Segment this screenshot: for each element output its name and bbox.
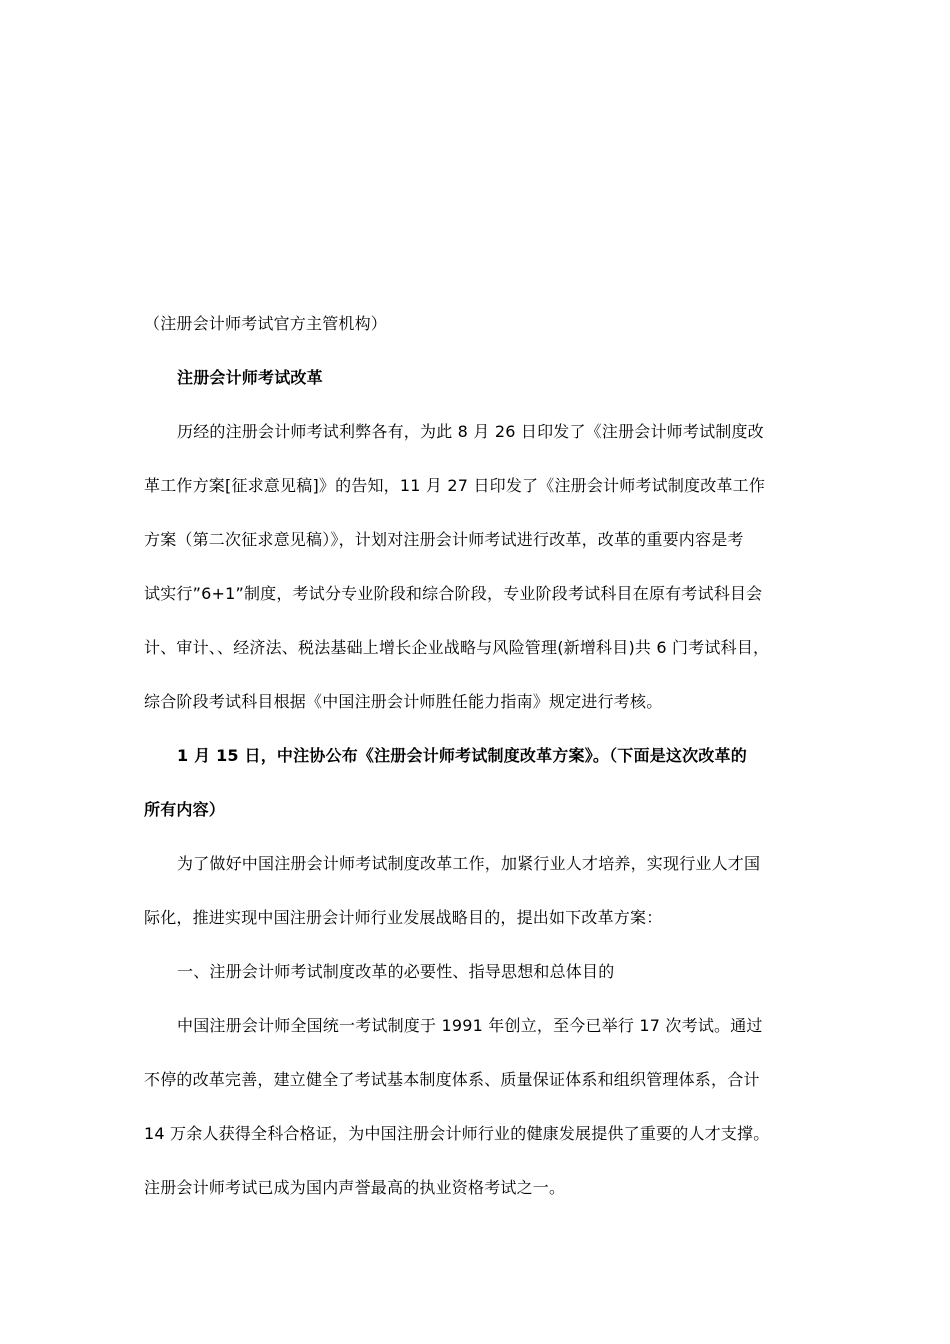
paragraph-line: 方案（第二次征求意见稿）》，计划对注册会计师考试进行改革，改革的重要内容是考 bbox=[144, 530, 744, 549]
paragraph-line: 历经的注册会计师考试利弊各有，为此 8 月 26 日印发了《注册会计师考试制度改 bbox=[177, 422, 764, 441]
section-heading: 注册会计师考试改革 bbox=[177, 368, 323, 387]
paragraph-line: 际化，推进实现中国注册会计师行业发展战略目的，提出如下改革方案： bbox=[144, 908, 663, 927]
paragraph-line: 为了做好中国注册会计师考试制度改革工作，加紧行业人才培养，实现行业人才国 bbox=[177, 854, 761, 873]
section-title: 一、注册会计师考试制度改革的必要性、指导思想和总体目的 bbox=[177, 962, 615, 981]
paragraph-line: 注册会计师考试已成为国内声誉最高的执业资格考试之一。 bbox=[144, 1178, 566, 1197]
paragraph-line: 中国注册会计师全国统一考试制度于 1991 年创立，至今已举行 17 次考试。通过 bbox=[177, 1016, 763, 1035]
org-note: （注册会计师考试官方主管机构） bbox=[144, 314, 388, 333]
paragraph-line: 试实行”6+1”制度，考试分专业阶段和综合阶段，专业阶段考试科目在原有考试科目会 bbox=[144, 584, 763, 603]
announcement-line: 所有内容） bbox=[144, 800, 226, 819]
paragraph-line: 革工作方案[征求意见稿]》的告知，11 月 27 日印发了《注册会计师考试制度改革工作 bbox=[144, 476, 766, 495]
paragraph-line: 不停的改革完善，建立健全了考试基本制度体系、质量保证体系和组织管理体系，合计 bbox=[144, 1070, 760, 1089]
paragraph-line: 14 万余人获得全科合格证，为中国注册会计师行业的健康发展提供了重要的人才支撑。 bbox=[144, 1124, 770, 1143]
paragraph-line: 综合阶段考试科目根据《中国注册会计师胜任能力指南》规定进行考核。 bbox=[144, 692, 663, 711]
announcement-line: 1 月 15 日，中注协公布《注册会计师考试制度改革方案》。（下面是这次改革的 bbox=[177, 746, 747, 765]
paragraph-line: 计、审计、、经济法、税法基础上增长企业战略与风险管理(新增科目)共 6 门考试科目， bbox=[144, 638, 770, 657]
